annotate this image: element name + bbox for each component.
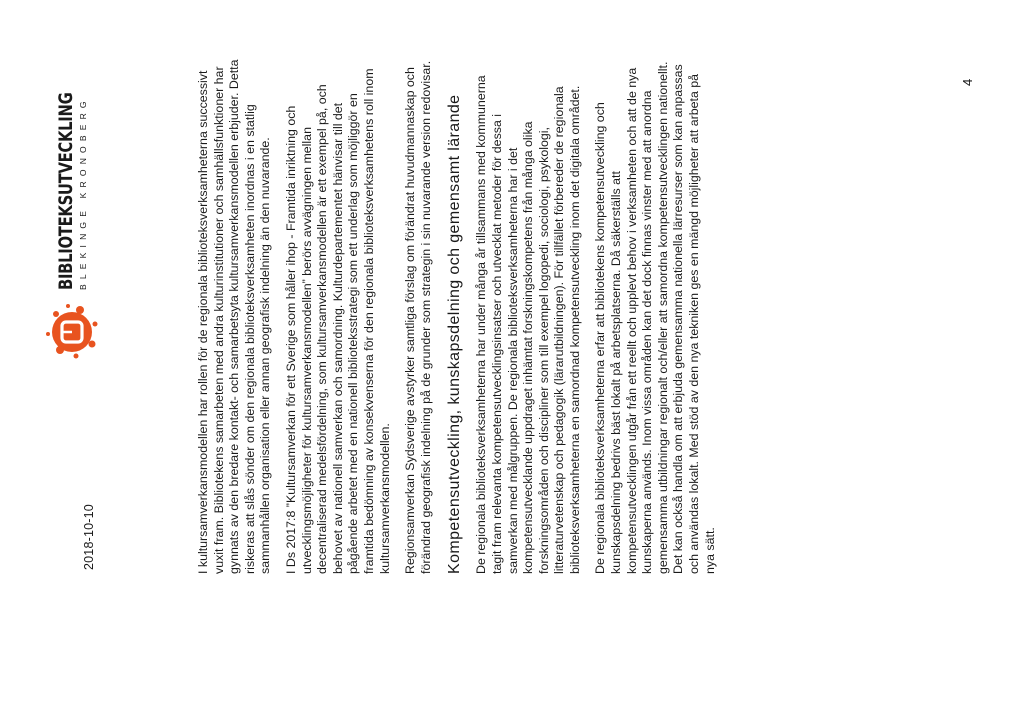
document-date: 2018-10-10 [82, 504, 96, 570]
paragraph: I Ds 2017:8 ”Kultursamverkan för ett Sverige som håller ihop - Framtida inriktning och utvecklingsmöjligheter för kultursamverkansmodellen” berörs avvägningen mellan decentraliserad medelsfördelning, som kultursamverkansmodellen är ett exempel på, och behovet av nationell samverkan och samordning. Kulturdepartementet hänvisar till det pågående arbetet med en nationell biblioteksstrategi som ett underlag som möjliggör en framtida bedömning av konsekvenserna för den regionala biblioteksverksamhetens roll inom kultursamverkansmodellen. [283, 68, 392, 574]
logo [40, 37, 104, 364]
logo-title: BIBLIOTEKSUTVECKLING [54, 92, 77, 290]
body-content [196, 59, 728, 574]
paragraph: I kultursamverkansmodellen har rollen för de regionala biblioteksverksamheterna successivt vuxit fram. Bibliotekens samarbeten med andra kulturinstitutioner och samhällsfunktioner har gynnats av den bredare kontakt- och samarbetsyta kultursamverkansmodellen erbjuder. Detta riskeras att slås sönder om den regionala biblioteksverksamheten inordnas i en statlig sammanhållen organisation eller annan geografisk indelning än den nuvarande. [196, 59, 273, 574]
page-number: 4 [960, 78, 975, 86]
paragraph: De regionala biblioteksverksamheterna har under många år tillsammans med kommunerna tagit fram relevanta kompetensutvecklingsinsatser och utvecklat metoder för dessa i samverkan med målgruppen. De regionala biblioteksverksamheterna har i det kompetensutvecklande uppdraget inhämtat forskningskompetens från många olika forskningsområden och discipliner som till exempel logopedi, sociologi, psykologi, litteraturvetenskap och pedagogik (lärarutbildningen). För tillfället förbereder de regionala biblioteksverksamheterna en samordnad kompetensutveckling inom det digitala området. [474, 75, 582, 574]
paragraph: Regionsamverkan Sydsverige avstyrker samtliga förslag om förändrat huvudmannaskap och förändrad geografisk indelning på de grunder som strategin i sin nuvarande version redovisar. [403, 60, 433, 574]
paragraph: De regionala biblioteksverksamheterna erfar att bibliotekens kompetensutveckling och kunskapsdelning bedrivs bäst lokalt på arbetsplatserna. Då säkerställs att kompetensutvecklingen utgår från ett reellt och upplevt behov i verksamheten och att de nya kunskaperna används. Inom vissa områden kan det dock finnas vinster med att anordna gemensamma utbildningar regionalt och/eller att samordna kompetensutvecklingen nationellt. Det kan också handla om att erbjuda gemensamma nationella lärresurser som kan anpassas och användas lokalt. Med stöd av den nya tekniken ges en mängd möjligheter att arbeta på nya sätt. [593, 61, 717, 574]
logo-wordmark [54, 37, 88, 290]
section-heading: Kompetensutveckling, kunskapsdelning och gemensamt lärande [446, 94, 464, 574]
book-splash-icon [40, 300, 104, 364]
logo-subtitle: BLEKINGE KRONOBERG [77, 96, 88, 290]
